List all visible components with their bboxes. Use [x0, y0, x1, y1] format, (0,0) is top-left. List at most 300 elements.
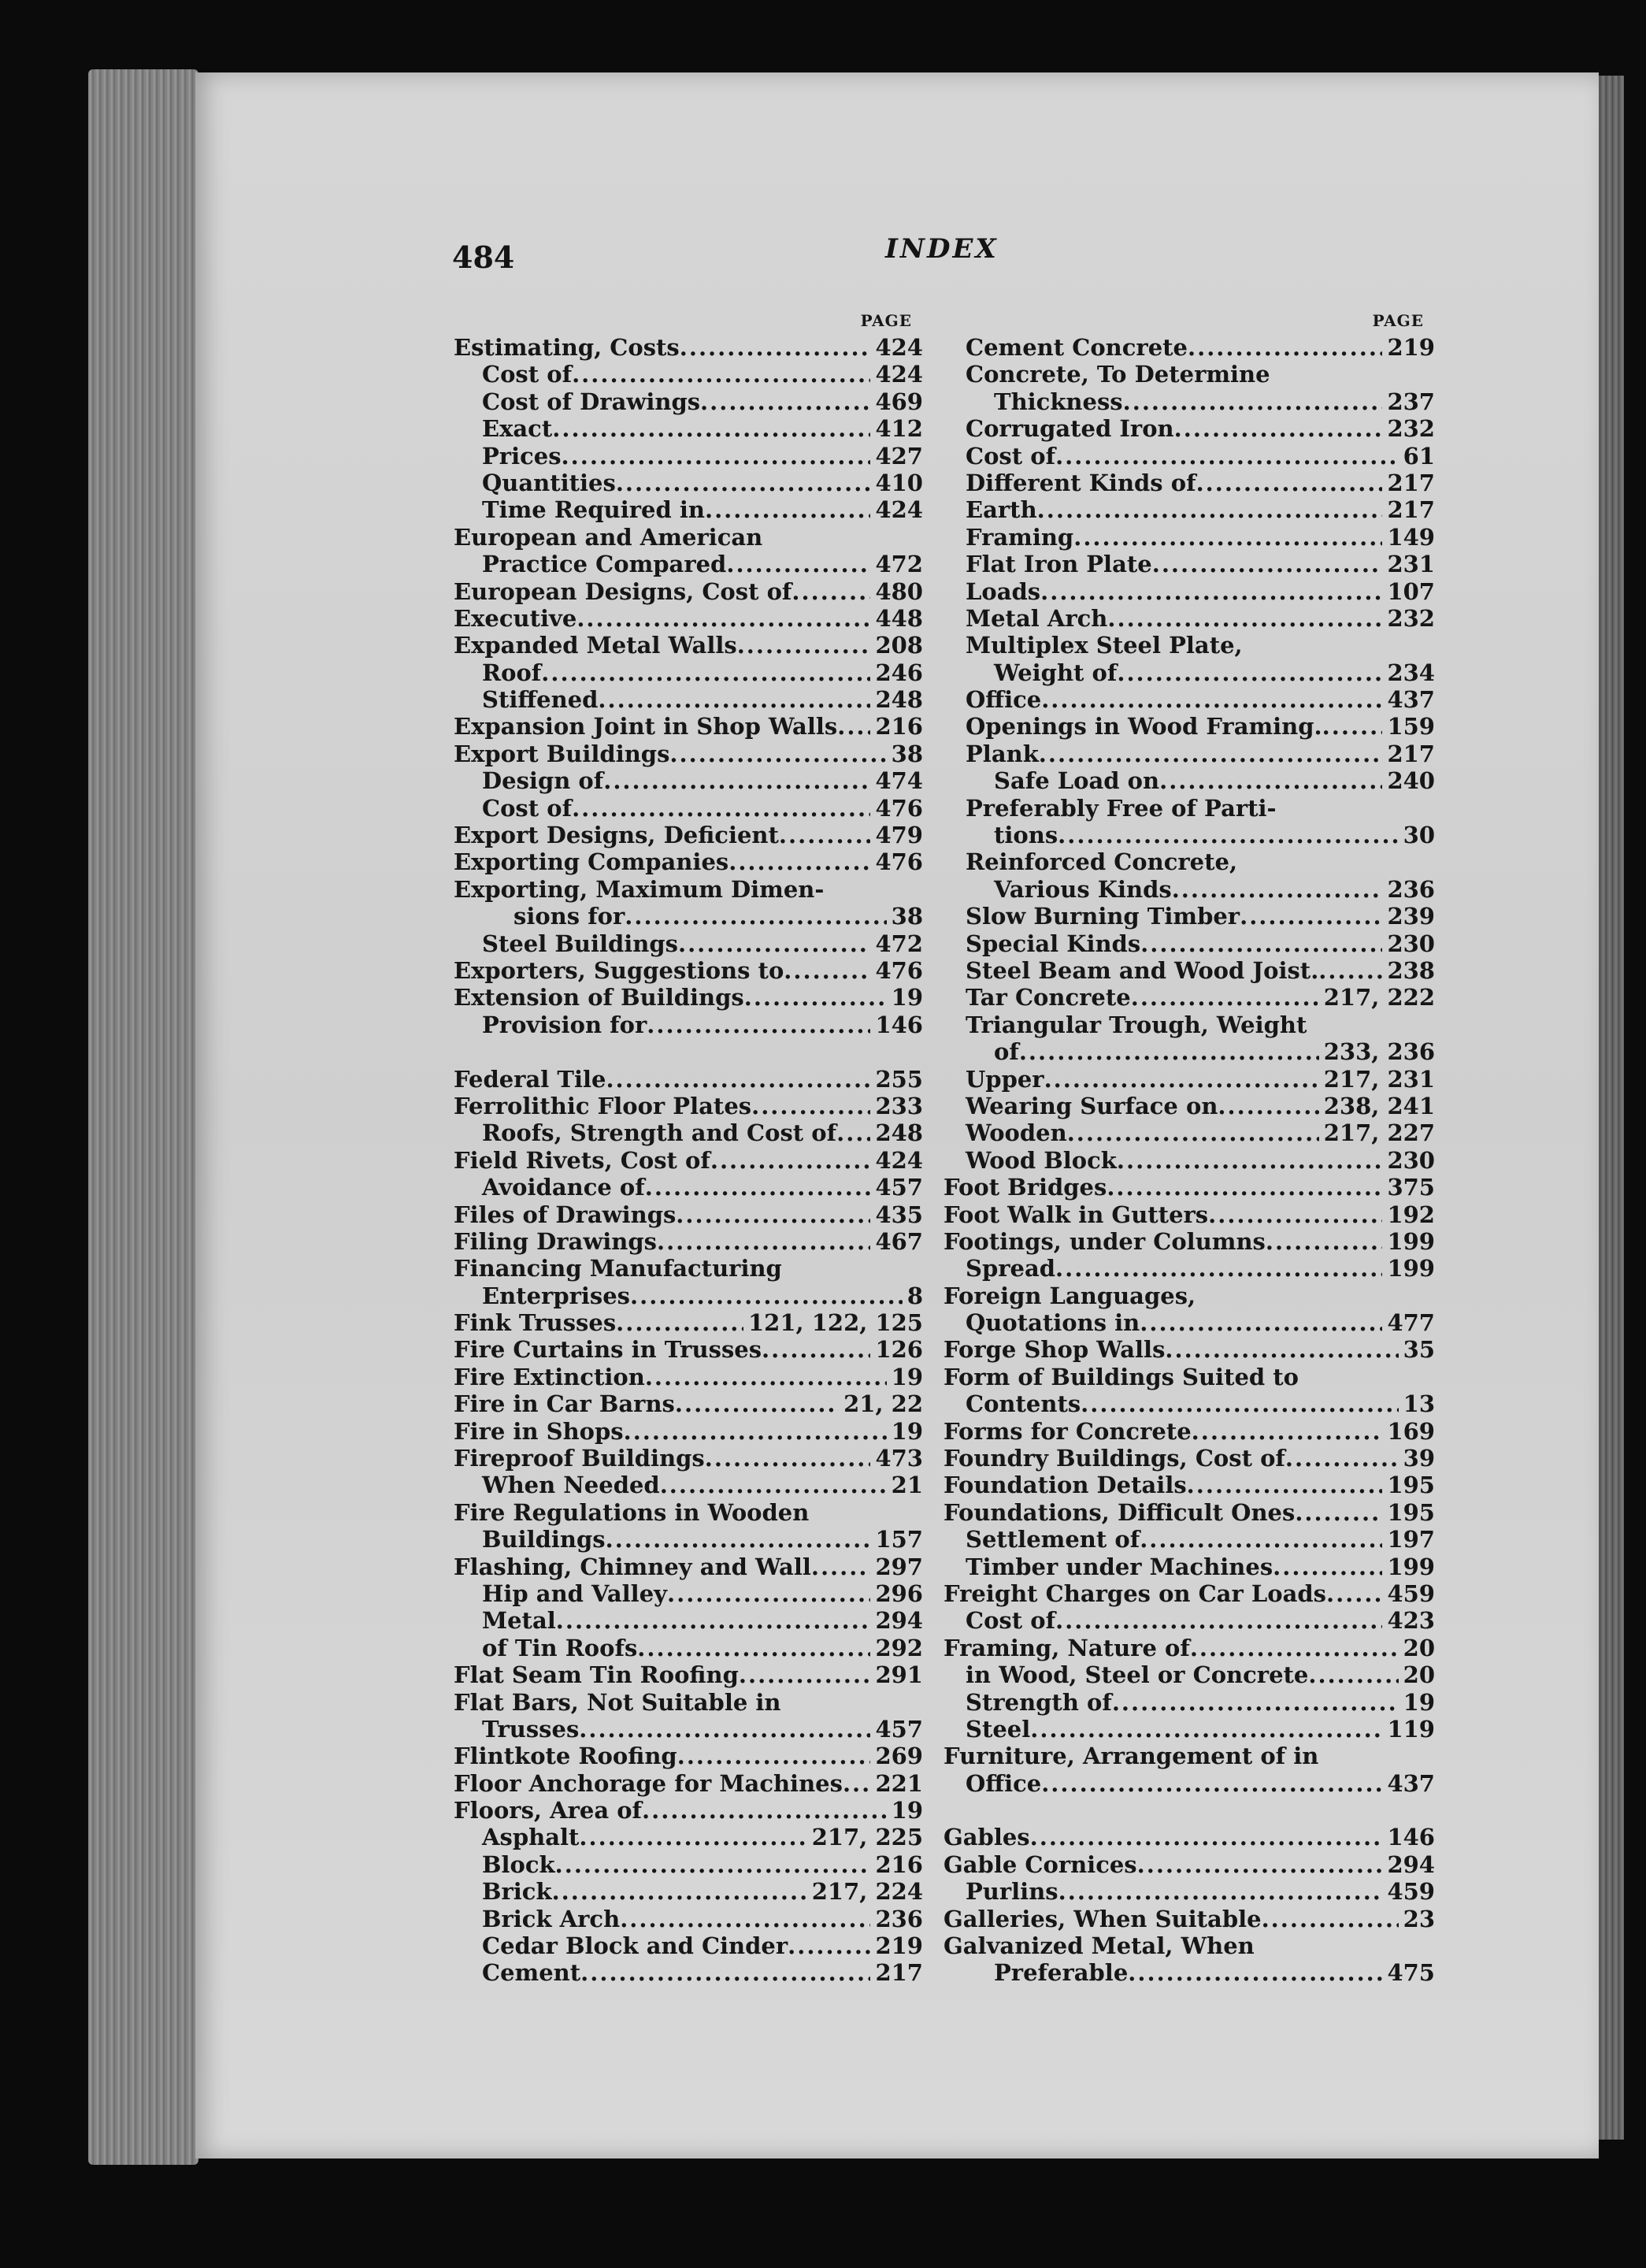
index-entry — [943, 1445, 1435, 1472]
index-leader-dots — [677, 1743, 871, 1769]
index-entry-page: 459 — [1387, 1878, 1435, 1906]
index-entry — [454, 1770, 923, 1797]
index-entry — [454, 1418, 923, 1445]
index-entry — [454, 361, 923, 388]
index-entry-text: Cedar Block and Cinder — [482, 1932, 788, 1960]
index-entry — [966, 632, 1435, 659]
index-leader-dots — [1037, 496, 1383, 523]
index-entry-text: Files of Drawings — [454, 1201, 677, 1228]
index-leader-dots — [1190, 1635, 1399, 1661]
index-entry-text: Roof — [482, 659, 542, 686]
index-entry-text: Preferably Free of Parti- — [966, 794, 1277, 822]
index-leader-dots — [1137, 1851, 1383, 1878]
index-entry-text: Quotations in — [966, 1309, 1140, 1337]
index-leader-dots — [1174, 415, 1383, 442]
index-entry-text: Asphalt — [482, 1824, 580, 1851]
index-leader-dots — [606, 1526, 871, 1553]
index-entry — [454, 551, 923, 577]
index-entry-page: 19 — [891, 1363, 923, 1390]
index-leader-dots — [606, 1066, 870, 1093]
index-entry-page: 236 — [1387, 875, 1435, 903]
index-entry-text: Plank — [966, 740, 1039, 767]
index-entry — [966, 1661, 1435, 1688]
index-leader-dots — [1208, 1201, 1382, 1228]
index-entry — [966, 524, 1435, 551]
index-list-left — [454, 334, 923, 1987]
index-entry-text: Weight of — [994, 659, 1118, 686]
index-entry-text: Exporting, Maximum Dimen- — [454, 875, 825, 903]
index-entry — [454, 1336, 923, 1363]
index-leader-dots — [1326, 1580, 1382, 1607]
index-leader-dots — [728, 848, 870, 875]
index-entry-page: 476 — [875, 794, 923, 822]
index-entry-text: Timber under Machines — [966, 1553, 1273, 1580]
index-entry-page: 195 — [1387, 1498, 1435, 1526]
index-entry — [966, 659, 1435, 686]
index-entry-page: 424 — [875, 1146, 923, 1174]
index-entry — [454, 1580, 923, 1607]
index-entry — [454, 1309, 923, 1336]
index-entry — [454, 1824, 923, 1850]
index-leader-dots — [1019, 1038, 1319, 1065]
index-entry-text: Steel — [966, 1715, 1031, 1743]
index-entry-page: 410 — [875, 469, 923, 496]
index-entry-page: 19 — [891, 1797, 923, 1824]
index-leader-dots — [598, 686, 870, 713]
index-leader-dots — [836, 1119, 870, 1146]
index-entry — [966, 1689, 1435, 1716]
index-entry-text: Earth — [966, 496, 1037, 524]
index-leader-dots — [562, 443, 871, 470]
index-entry-page: 219 — [1387, 334, 1435, 361]
index-entry — [966, 1607, 1435, 1634]
index-entry-page: 472 — [875, 930, 923, 957]
index-leader-dots — [576, 605, 870, 632]
index-leader-dots — [1067, 1119, 1319, 1146]
index-entry — [454, 686, 923, 713]
index-entry-text: Avoidance of — [482, 1174, 645, 1201]
index-entry-page: 437 — [1387, 686, 1435, 714]
index-leader-dots — [744, 984, 887, 1011]
index-entry-page: 412 — [875, 415, 923, 443]
index-entry — [454, 1689, 923, 1716]
index-entry-page: 255 — [875, 1065, 923, 1093]
index-entry — [943, 1336, 1435, 1363]
index-entry — [966, 767, 1435, 794]
index-leader-dots — [660, 1472, 887, 1498]
index-entry-text: Different Kinds of — [966, 469, 1196, 496]
index-entry-text: When Needed — [482, 1472, 660, 1499]
index-entry-text: Floors, Area of — [454, 1797, 643, 1824]
index-entry-text: Roofs, Strength and Cost of — [482, 1119, 837, 1147]
index-entry-text: Purlins — [966, 1878, 1058, 1906]
index-entry — [966, 984, 1435, 1011]
index-leader-dots — [1308, 1661, 1398, 1688]
book-page-edges — [88, 69, 198, 2165]
index-entry — [454, 848, 923, 875]
index-leader-dots — [1152, 551, 1383, 577]
index-entry-text: Provision for — [482, 1011, 647, 1038]
index-entry-page: 19 — [1403, 1688, 1435, 1716]
index-entry-page: 480 — [875, 577, 923, 605]
index-entry — [966, 1716, 1435, 1743]
index-entry-page: 291 — [875, 1661, 923, 1689]
index-leader-dots — [645, 1174, 871, 1201]
index-leader-dots — [700, 388, 870, 415]
index-entry-text: Extension of Buildings — [454, 984, 744, 1012]
index-entry-page: 473 — [875, 1445, 923, 1472]
index-entry — [454, 767, 923, 794]
index-entry-page: 146 — [1387, 1824, 1435, 1851]
index-entry-page: 248 — [875, 1119, 923, 1147]
index-entry-text: Fire Extinction — [454, 1363, 645, 1390]
index-entry-text: Special Kinds — [966, 930, 1141, 957]
index-leader-dots — [1058, 1878, 1383, 1905]
index-leader-dots — [637, 1635, 870, 1661]
index-leader-dots — [837, 713, 870, 740]
index-entry-text: Floor Anchorage for Machines — [454, 1769, 843, 1797]
index-entry-page: 208 — [875, 632, 923, 659]
index-entry — [943, 1499, 1435, 1526]
index-entry-page: 192 — [1387, 1201, 1435, 1228]
index-leader-dots — [647, 1012, 870, 1038]
index-entry-text: Safe Load on — [994, 767, 1160, 795]
index-entry — [454, 524, 923, 551]
index-leader-dots — [541, 659, 870, 686]
index-entry-page: 21 — [891, 1472, 923, 1499]
index-entry — [454, 1255, 923, 1282]
index-leader-dots — [616, 1309, 743, 1336]
index-entry-page: 375 — [1387, 1174, 1435, 1201]
index-entry-text: Financing Manufacturing — [454, 1255, 782, 1282]
index-entry-text: Foundations, Difficult Ones — [943, 1498, 1296, 1526]
index-entry-page: 19 — [891, 1417, 923, 1445]
index-entry — [943, 1201, 1435, 1228]
index-leader-dots — [1117, 1147, 1383, 1174]
index-entry — [966, 1526, 1435, 1553]
index-entry — [943, 1743, 1435, 1769]
index-entry-page: 435 — [875, 1201, 923, 1228]
index-entry — [454, 876, 923, 903]
index-entry-text: Concrete, To Determine — [966, 361, 1270, 388]
index-entry-page: 197 — [1387, 1526, 1435, 1553]
index-entry — [454, 1445, 923, 1472]
index-entry-page: 23 — [1403, 1905, 1435, 1932]
index-entry-text: Cement — [482, 1959, 581, 1987]
index-entry — [943, 1635, 1435, 1661]
index-entry-text: Cost of — [482, 794, 573, 822]
index-leader-dots — [1073, 524, 1382, 551]
index-leader-dots — [625, 903, 886, 930]
index-leader-dots — [1322, 713, 1383, 740]
index-entry — [454, 1147, 923, 1174]
index-entry-text: Framing — [966, 523, 1074, 551]
index-leader-dots — [572, 361, 870, 388]
index-entry — [454, 1906, 923, 1932]
index-entry-page: 217, 222 — [1323, 984, 1435, 1012]
index-entry — [454, 822, 923, 848]
index-entry-text: Freight Charges on Car Loads — [943, 1579, 1326, 1607]
index-entry — [966, 361, 1435, 388]
index-entry — [966, 1147, 1435, 1174]
index-entry-page: 21, 22 — [843, 1390, 923, 1418]
index-leader-dots — [616, 470, 871, 496]
index-entry-page: 239 — [1387, 903, 1435, 930]
index-entry-text: Quantities — [482, 469, 616, 496]
index-entry — [966, 496, 1435, 523]
index-entry-text: Hip and Valley — [482, 1579, 668, 1607]
index-entry-page: 230 — [1387, 930, 1435, 957]
index-entry-text: Furniture, Arrangement of in — [943, 1743, 1319, 1770]
index-entry — [943, 1580, 1435, 1607]
index-entry — [966, 551, 1435, 577]
index-entry-page: 424 — [875, 496, 923, 524]
index-entry-page: 233, 236 — [1323, 1038, 1435, 1066]
index-entry — [454, 1932, 923, 1959]
index-entry — [966, 876, 1435, 903]
index-entry-page: 238, 241 — [1323, 1092, 1435, 1119]
index-entry-page: 232 — [1387, 415, 1435, 443]
index-entry — [966, 1770, 1435, 1797]
index-leader-dots — [580, 1959, 870, 1986]
index-entry — [454, 659, 923, 686]
index-entry — [943, 1851, 1435, 1878]
index-entry — [454, 930, 923, 957]
index-entry-text: Steel Buildings — [482, 930, 678, 957]
index-entry-page: 294 — [1387, 1850, 1435, 1878]
index-entry-text: Galvanized Metal, When — [943, 1932, 1255, 1960]
index-leader-dots — [1165, 1336, 1398, 1363]
index-entry-text: Brick — [482, 1878, 552, 1906]
index-entry-text: Foot Walk in Gutters — [943, 1201, 1209, 1228]
index-leader-dots — [1081, 1390, 1398, 1417]
index-entry — [966, 713, 1435, 740]
index-leader-dots — [603, 767, 870, 794]
index-entry-text: Metal Arch — [966, 604, 1108, 632]
index-entry-text: Spread — [966, 1255, 1056, 1282]
index-entry-text: Office — [966, 686, 1042, 714]
index-entry-text: Loads — [966, 577, 1041, 605]
index-entry-text: Upper — [966, 1065, 1044, 1093]
index-entry-text: Reinforced Concrete, — [966, 848, 1238, 876]
index-entry-page: 476 — [875, 956, 923, 984]
index-entry-page: 20 — [1403, 1634, 1435, 1661]
index-entry — [454, 713, 923, 740]
index-entry-page: 38 — [891, 740, 923, 767]
index-entry — [454, 1661, 923, 1688]
index-entry — [966, 578, 1435, 605]
index-entry-page: 230 — [1387, 1146, 1435, 1174]
index-entry-text: tions — [994, 822, 1058, 849]
index-entry — [454, 1553, 923, 1580]
index-leader-dots — [1055, 443, 1399, 470]
index-entry-text: Foundation Details — [943, 1472, 1187, 1499]
index-entry-page: 219 — [875, 1932, 923, 1960]
index-entry-page: 237 — [1387, 388, 1435, 415]
index-entry-page: 427 — [875, 442, 923, 470]
index-entry-page: 169 — [1387, 1417, 1435, 1445]
index-entry-page: 216 — [875, 713, 923, 741]
index-entry-page: 199 — [1387, 1227, 1435, 1255]
index-entry-text: Filing Drawings — [454, 1227, 657, 1255]
index-entry-page: 476 — [875, 848, 923, 876]
index-entry-text: Fireproof Buildings — [454, 1445, 705, 1472]
index-entry — [966, 1119, 1435, 1146]
index-entry-text: Expansion Joint in Shop Walls — [454, 713, 838, 741]
index-leader-dots — [1196, 470, 1383, 496]
index-leader-dots — [1058, 822, 1398, 848]
index-entry — [454, 1174, 923, 1201]
index-entry-page: 195 — [1387, 1472, 1435, 1499]
index-entry-text: Thickness — [994, 388, 1123, 415]
index-leader-dots — [751, 1093, 870, 1119]
index-entry-text: Cement Concrete — [966, 334, 1188, 361]
index-entry-text: Strength of — [966, 1688, 1112, 1716]
index-entry-text: Corrugated Iron — [966, 415, 1174, 443]
index-leader-dots — [556, 1607, 871, 1634]
index-entry-page: 296 — [875, 1579, 923, 1607]
index-entry-text: Federal Tile — [454, 1065, 606, 1093]
index-entry-page: 424 — [875, 361, 923, 388]
index-entry-text: Wooden — [966, 1119, 1067, 1147]
index-entry-page: 457 — [875, 1715, 923, 1743]
index-leader-dots — [552, 1878, 807, 1905]
index-entry-page: 35 — [1403, 1336, 1435, 1364]
index-entry-text: Enterprises — [482, 1282, 630, 1309]
index-entry — [966, 1093, 1435, 1119]
index-entry-text: Cost of — [482, 361, 573, 388]
index-entry — [454, 1066, 923, 1093]
index-entry-page: 457 — [875, 1174, 923, 1201]
index-entry — [454, 1390, 923, 1417]
index-leader-dots — [1192, 1418, 1383, 1445]
index-entry — [454, 1797, 923, 1824]
index-entry-page: 297 — [875, 1553, 923, 1580]
index-leader-dots — [1295, 1499, 1382, 1526]
index-leader-dots — [1107, 605, 1382, 632]
index-entry — [966, 1390, 1435, 1417]
index-leader-dots — [1240, 903, 1382, 930]
index-entry — [454, 1012, 923, 1038]
index-leader-dots — [675, 1390, 839, 1417]
index-leader-dots — [1140, 1309, 1382, 1336]
index-entry-text: Multiplex Steel Plate, — [966, 632, 1243, 659]
index-entry-text: Cost of Drawings — [482, 388, 701, 415]
index-entry — [454, 388, 923, 415]
index-leader-dots — [624, 1418, 887, 1445]
index-entry — [966, 1959, 1435, 1986]
index-entry — [454, 1282, 923, 1309]
index-leader-dots — [739, 1661, 871, 1688]
index-entry-text: Framing, Nature of — [943, 1634, 1190, 1661]
index-entry — [454, 1499, 923, 1526]
index-leader-dots — [630, 1282, 903, 1309]
index-entry-text: European Designs, Cost of — [454, 577, 792, 605]
index-entry — [454, 984, 923, 1011]
index-entry-page: 238 — [1387, 956, 1435, 984]
index-entry-text: Export Designs, Deficient — [454, 822, 779, 849]
index-entry — [943, 1174, 1435, 1201]
index-entry — [966, 1309, 1435, 1336]
index-entry — [966, 1878, 1435, 1905]
index-entry-text: Galleries, When Suitable — [943, 1905, 1262, 1932]
index-leader-dots — [1030, 1824, 1383, 1850]
index-leader-dots — [1140, 1526, 1382, 1553]
index-entry-text: Metal — [482, 1607, 556, 1635]
index-leader-dots — [1030, 1716, 1382, 1743]
index-entry-text: Trusses — [482, 1715, 580, 1743]
index-list-right — [943, 334, 1435, 1987]
index-entry — [454, 334, 923, 361]
index-entry — [454, 1959, 923, 1986]
index-leader-dots — [645, 1364, 887, 1390]
index-entry-page: 8 — [906, 1282, 923, 1309]
index-leader-dots — [680, 334, 871, 361]
index-entry — [454, 741, 923, 767]
index-entry-page: 217 — [1387, 496, 1435, 524]
index-column-right — [943, 307, 1435, 1987]
index-leader-dots — [1140, 930, 1382, 957]
index-entry-page: 233 — [875, 1092, 923, 1119]
index-entry-page: 119 — [1387, 1715, 1435, 1743]
index-entry — [966, 795, 1435, 822]
index-entry-page: 217, 231 — [1323, 1065, 1435, 1093]
index-entry — [966, 930, 1435, 957]
index-leader-dots — [705, 496, 870, 523]
index-leader-dots — [1172, 876, 1383, 903]
index-leader-dots — [1040, 578, 1382, 605]
index-entry — [454, 496, 923, 523]
index-entry — [966, 1255, 1435, 1282]
index-entry-text: Various Kinds — [994, 875, 1172, 903]
index-entry-text: Wood Block — [966, 1146, 1117, 1174]
index-entry — [454, 957, 923, 984]
index-entry-text: Foot Bridges — [943, 1174, 1107, 1201]
index-entry — [454, 1093, 923, 1119]
index-entry-page: 126 — [875, 1336, 923, 1364]
index-entry — [454, 1526, 923, 1553]
index-entry — [454, 443, 923, 470]
index-leader-dots — [1159, 767, 1382, 794]
index-entry — [454, 1364, 923, 1390]
index-entry — [966, 443, 1435, 470]
index-entry-page: 240 — [1387, 767, 1435, 795]
page-title: INDEX — [885, 233, 999, 265]
index-entry — [943, 1418, 1435, 1445]
page-header — [0, 233, 1646, 280]
index-leader-dots — [642, 1797, 887, 1824]
index-entry-page: 146 — [875, 1011, 923, 1038]
index-leader-dots — [779, 822, 871, 848]
index-leader-dots — [667, 1580, 870, 1607]
index-entry-text: Fire in Shops — [454, 1417, 624, 1445]
index-entry-text: Fire Regulations in Wooden — [454, 1498, 810, 1526]
index-entry-page: 269 — [875, 1743, 923, 1770]
index-entry-text: Exporting Companies — [454, 848, 729, 876]
index-entry-text: Ferrolithic Floor Plates — [454, 1092, 752, 1119]
index-entry — [943, 1364, 1435, 1390]
index-entry-page: 292 — [875, 1634, 923, 1661]
index-leader-dots — [1218, 1093, 1318, 1119]
index-entry — [454, 903, 923, 930]
index-entry-text: Fire in Car Barns — [454, 1390, 675, 1418]
index-leader-dots — [657, 1228, 870, 1255]
index-entry-text: Expanded Metal Walls — [454, 632, 737, 659]
index-entry-page: 217 — [875, 1959, 923, 1987]
index-entry — [454, 1716, 923, 1743]
index-entry — [966, 1038, 1435, 1065]
index-leader-dots — [1273, 1553, 1382, 1580]
